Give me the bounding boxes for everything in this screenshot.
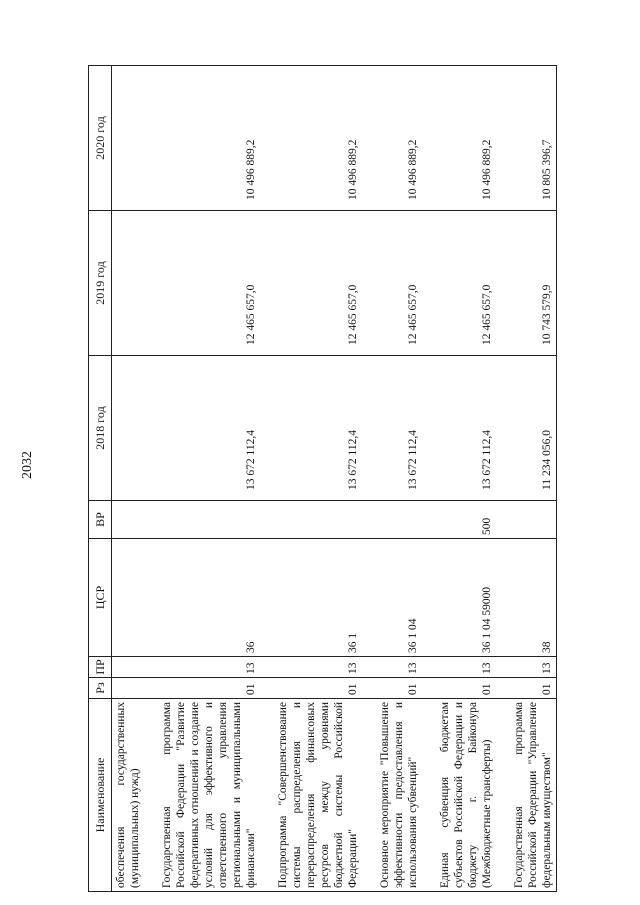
row-pr: 13 — [158, 657, 260, 678]
row-2019: 12 465 657,0 — [158, 211, 260, 356]
row-pr: 13 — [376, 657, 422, 678]
table-header-row — [89, 66, 112, 892]
header-2020: 2020 год — [89, 66, 112, 211]
row-2019 — [112, 211, 145, 356]
row-rz: 01 — [436, 678, 496, 699]
row-2018: 11 234 056,0 — [510, 356, 557, 501]
row-rz: 01 — [376, 678, 422, 699]
header-2019: 2019 год — [89, 211, 112, 356]
budget-table-rotated — [88, 66, 557, 892]
row-vr — [510, 501, 557, 539]
row-vr — [112, 501, 145, 539]
row-2020: 10 496 889,2 — [376, 66, 422, 211]
row-rz — [112, 678, 145, 699]
row-name: Государственная программа Российской Федерации "Управление федеральным имуществом" — [510, 699, 557, 892]
row-csr: 36 1 04 — [376, 539, 422, 657]
row-2018: 13 672 112,4 — [436, 356, 496, 501]
row-2018: 13 672 112,4 — [158, 356, 260, 501]
row-name: Основное мероприятие "Повышение эффективности предоставления и использования субвенций" — [376, 699, 422, 892]
row-2020: 10 496 889,2 — [436, 66, 496, 211]
row-spacer — [144, 66, 158, 892]
budget-table — [88, 65, 557, 892]
row-2020: 10 496 889,2 — [158, 66, 260, 211]
row-vr — [274, 501, 362, 539]
row-2019: 12 465 657,0 — [376, 211, 422, 356]
row-2018 — [112, 356, 145, 501]
row-pr: 13 — [274, 657, 362, 678]
header-csr: ЦСР — [89, 539, 112, 657]
row-name: Единая субвенция бюджетам субъектов Российской Федерации и бюджету г. Байконура (Межбюджетные трансферты) — [436, 699, 496, 892]
row-rz: 01 — [158, 678, 260, 699]
row-pr: 13 — [436, 657, 496, 678]
row-spacer — [422, 66, 436, 892]
row-csr: 36 1 — [274, 539, 362, 657]
header-name: Наименование — [89, 699, 112, 892]
row-csr: 38 — [510, 539, 557, 657]
header-vr: ВР — [89, 501, 112, 539]
row-2018: 13 672 112,4 — [376, 356, 422, 501]
row-2020: 10 805 396,7 — [510, 66, 557, 211]
row-2018: 13 672 112,4 — [274, 356, 362, 501]
row-spacer — [260, 66, 274, 892]
table-row — [112, 66, 145, 892]
row-spacer — [496, 66, 510, 892]
row-vr — [158, 501, 260, 539]
row-rz: 01 — [510, 678, 557, 699]
row-spacer — [362, 66, 376, 892]
row-2020: 10 496 889,2 — [274, 66, 362, 211]
header-pr: ПР — [89, 657, 112, 678]
row-2019: 10 743 579,9 — [510, 211, 557, 356]
table-row — [158, 66, 260, 892]
row-pr: 13 — [510, 657, 557, 678]
row-2019: 12 465 657,0 — [274, 211, 362, 356]
row-csr: 36 1 04 59000 — [436, 539, 496, 657]
row-rz: 01 — [274, 678, 362, 699]
table-row — [376, 66, 422, 892]
table-row — [436, 66, 496, 892]
row-csr — [112, 539, 145, 657]
row-2020 — [112, 66, 145, 211]
table-row — [274, 66, 362, 892]
header-rz: Рз — [89, 678, 112, 699]
row-name: Подпрограмма "Совершенствование системы распределения и перераспределения финансовых ресурсов между уровнями бюджетной системы Российской Федерации" — [274, 699, 362, 892]
row-csr: 36 — [158, 539, 260, 657]
page-number: 2032 — [20, 451, 35, 479]
header-2018: 2018 год — [89, 356, 112, 501]
row-vr: 500 — [436, 501, 496, 539]
row-name: обеспечения государственных (муниципальных) нужд) — [112, 699, 145, 892]
table-row — [510, 66, 557, 892]
row-pr — [112, 657, 145, 678]
row-vr — [376, 501, 422, 539]
row-2019: 12 465 657,0 — [436, 211, 496, 356]
row-name: Государственная программа Российской Федерации "Развитие федеративных отношений и создание условий для эффективного и ответственного управления региональными и муниципальными финансами" — [158, 699, 260, 892]
